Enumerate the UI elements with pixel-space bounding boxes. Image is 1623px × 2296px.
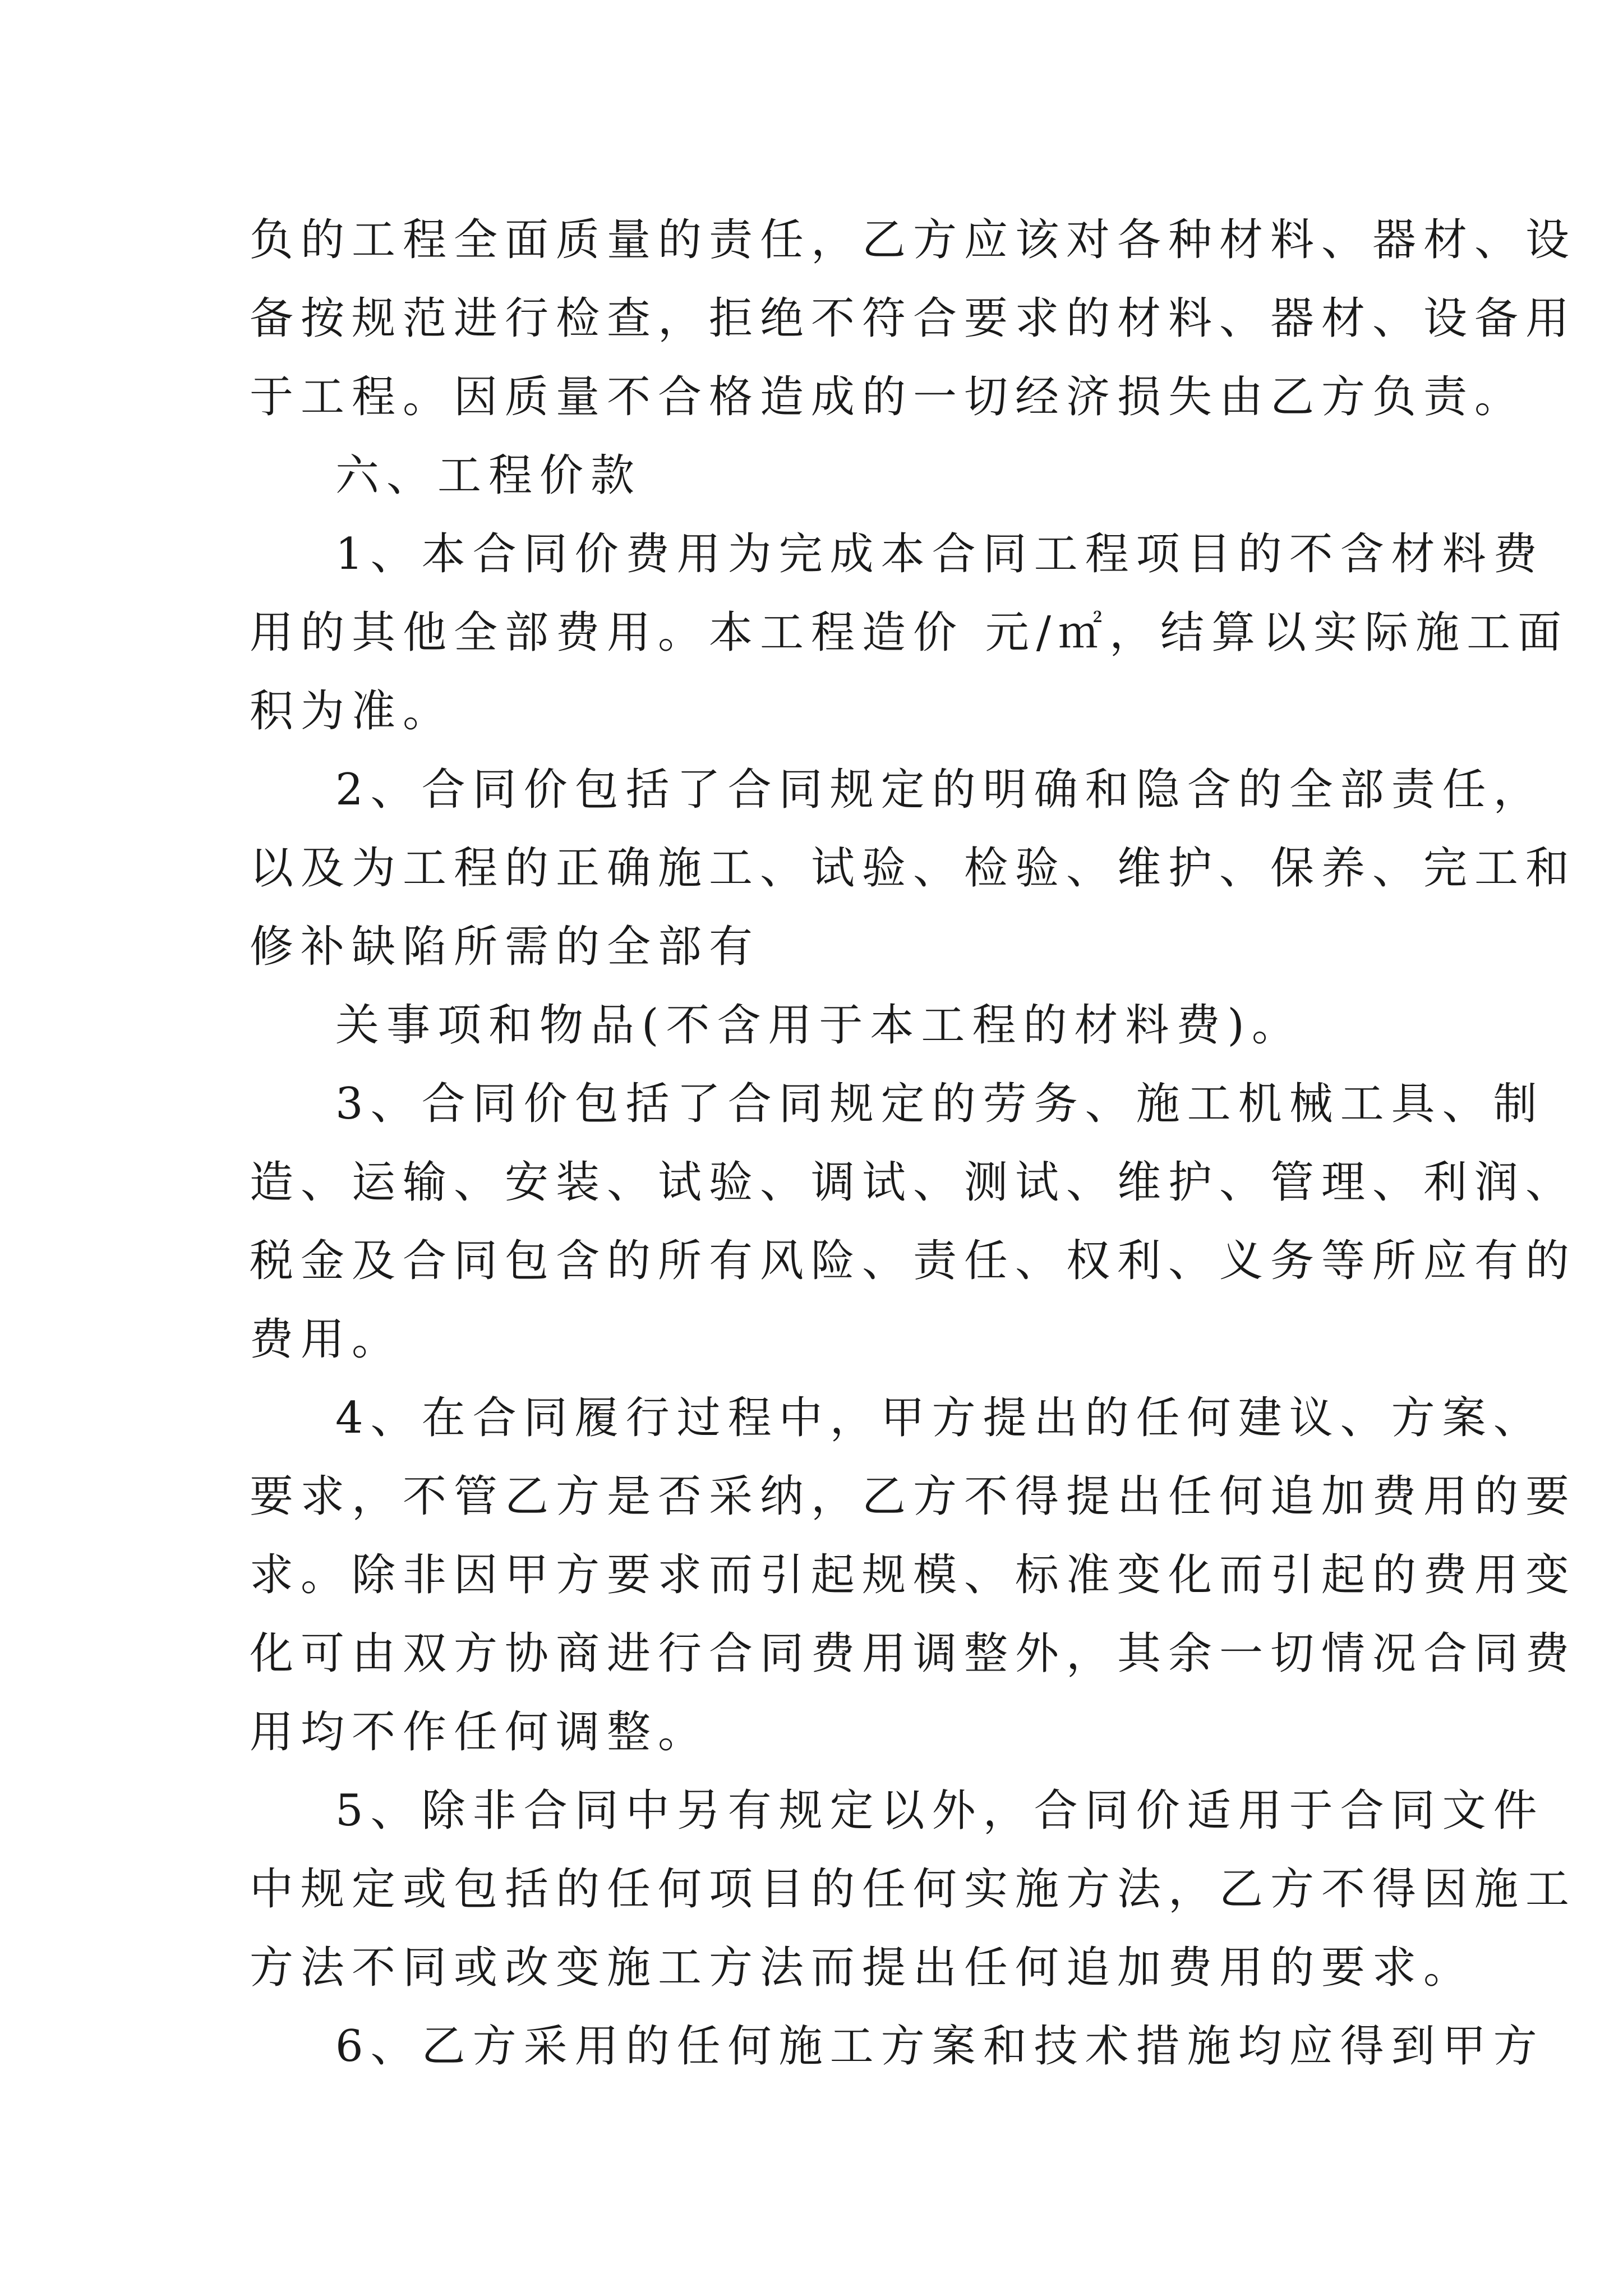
- text-line: 积为准。: [250, 686, 454, 737]
- text-line: 6、乙方采用的任何施工方案和技术措施均应得到甲方: [335, 2021, 1544, 2072]
- text-line: 备按规范进行检查，拒绝不符合要求的材料、器材、设备用: [250, 293, 1577, 344]
- text-line: 以及为工程的正确施工、试验、检验、维护、保养、完工和: [250, 843, 1577, 894]
- text-line: 要求，不管乙方是否采纳，乙方不得提出任何追加费用的要: [250, 1471, 1577, 1522]
- text-line: 修补缺陷所需的全部有: [250, 922, 760, 972]
- text-line: 于工程。因质量不合格造成的一切经济损失由乙方负责。: [250, 372, 1526, 422]
- section-heading: 六、工程价款: [335, 450, 642, 501]
- text-line: 造、运输、安装、试验、调试、测试、维护、管理、利润、: [250, 1157, 1577, 1208]
- text-line: 费用。: [250, 1314, 403, 1365]
- text-line: 中规定或包括的任何项目的任何实施方法，乙方不得因施工: [250, 1864, 1577, 1915]
- text-line: 关事项和物品(不含用于本工程的材料费)。: [335, 1000, 1303, 1051]
- text-line: 5、除非合同中另有规定以外，合同价适用于合同文件: [335, 1786, 1544, 1836]
- text-line: 化可由双方协商进行合同费用调整外，其余一切情况合同费: [250, 1628, 1577, 1679]
- text-line: 4、在合同履行过程中，甲方提出的任何建议、方案、: [335, 1393, 1544, 1443]
- text-line: 方法不同或改变施工方法而提出任何追加费用的要求。: [250, 1943, 1475, 1993]
- text-line: 用均不作任何调整。: [250, 1707, 709, 1757]
- text-line: 税金及合同包含的所有风险、责任、权利、义务等所应有的: [250, 1236, 1577, 1286]
- text-line: 1、本合同价费用为完成本合同工程项目的不含材料费: [335, 529, 1544, 579]
- text-line: 求。除非因甲方要求而引起规模、标准变化而引起的费用变: [250, 1550, 1577, 1600]
- text-line: 2、合同价包括了合同规定的明确和隐含的全部责任，: [335, 765, 1544, 815]
- text-line: 3、合同价包括了合同规定的劳务、施工机械工具、制: [335, 1079, 1544, 1129]
- text-line: 负的工程全面质量的责任，乙方应该对各种材料、器材、设: [250, 215, 1577, 265]
- text-line: 用的其他全部费用。本工程造价 元/㎡，结算以实际施工面: [250, 608, 1569, 658]
